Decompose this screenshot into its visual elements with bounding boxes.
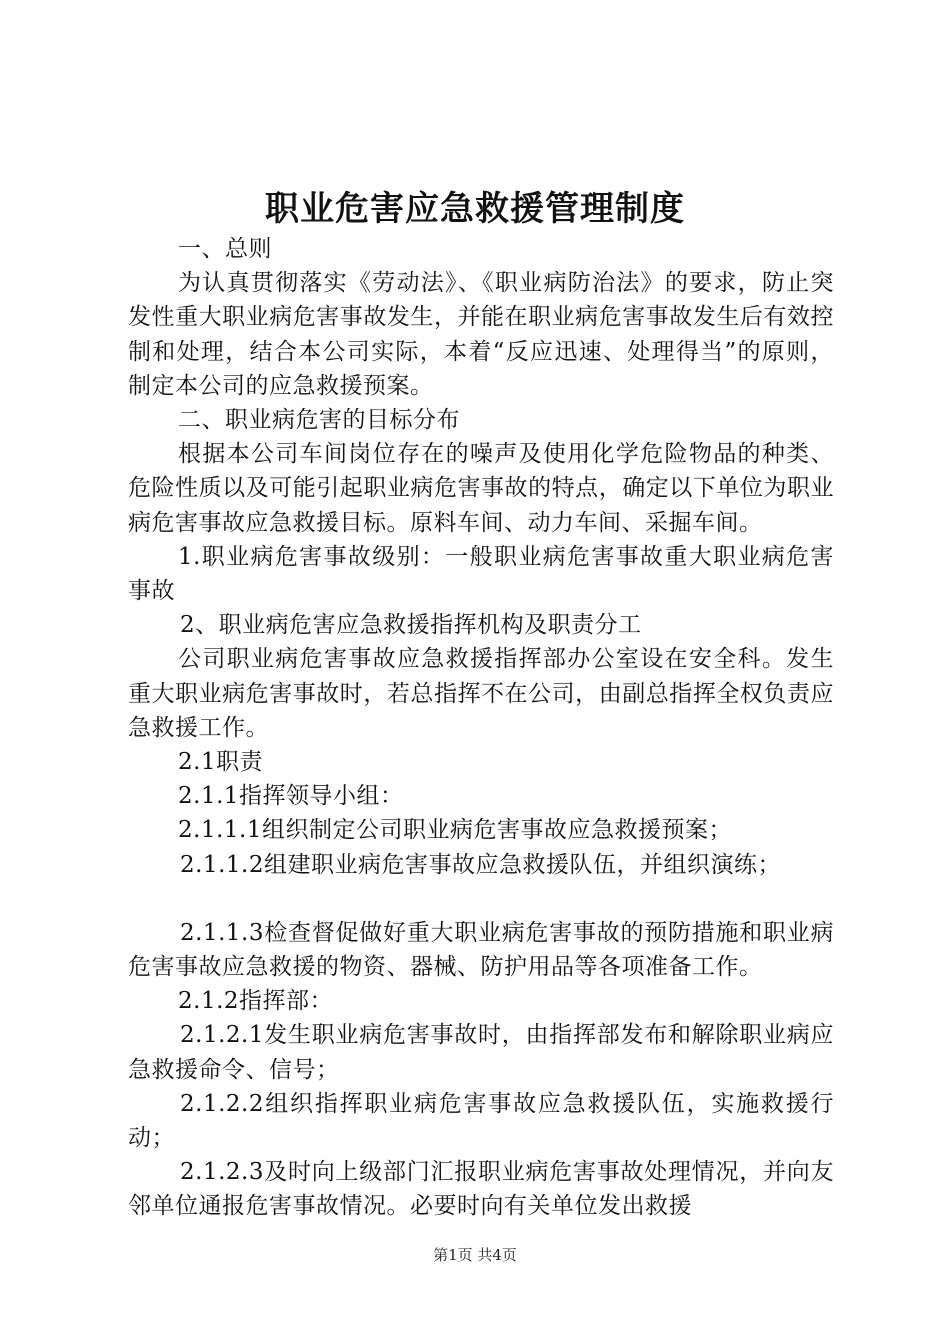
clause-2-1: 2.1职责 — [178, 749, 264, 776]
page-footer: 第1页 共4页 — [433, 1246, 517, 1264]
clause-2-1-1-1: 2.1.1.1组织制定公司职业病危害事故应急救援预案； — [178, 817, 732, 844]
paragraph-general-purpose: 为认真贯彻落实《劳动法》、《职业病防治法》的要求，防止突发性重大职业病危害事故发生，并能在职业病危害事故发生后有效控制和处理，结合本公司实际，本着“反应迅速、处理得当”的原则，制定本公司的应急救援预案。 — [128, 270, 834, 399]
section-heading-command-structure: 2、职业病危害应急救援指挥机构及职责分工 — [180, 612, 642, 639]
clause-2-1-2-2: 2.1.2.2组织指挥职业病危害事故应急救援队伍，实施救援行动； — [128, 1090, 834, 1152]
paragraph-accident-levels: 1.职业病危害事故级别：一般职业病危害事故重大职业病危害事故 — [128, 543, 834, 605]
clause-2-1-2-1: 2.1.2.1发生职业病危害事故时，由指挥部发布和解除职业病应急救援命令、信号； — [128, 1022, 834, 1083]
document-body — [128, 232, 834, 1224]
clause-2-1-1-3: 2.1.1.3检查督促做好重大职业病危害事故的预防措施和职业病危害事故应急救援的物资、器械、防护用品等各项准备工作。 — [128, 919, 834, 981]
clause-2-1-2-3: 2.1.2.3及时向上级部门汇报职业病危害事故处理情况，并向友邻单位通报危害事故情况。必要时向有关单位发出救援 — [128, 1159, 834, 1220]
paragraph-target-distribution: 根据本公司车间岗位存在的噪声及使用化学危险物品的种类、危险性质以及可能引起职业病危害事故的特点，确定以下单位为职业病危害事故应急救援目标。原料车间、动力车间、采掘车间。 — [128, 441, 834, 536]
clause-2-1-1-2: 2.1.1.2组建职业病危害事故应急救援队伍，并组织演练； — [180, 851, 781, 878]
clause-2-1-2: 2.1.2指挥部： — [178, 988, 334, 1015]
paragraph-command-office: 公司职业病危害事故应急救援指挥部办公室设在安全科。发生重大职业病危害事故时，若总指挥不在公司，由副总指挥全权负责应急救援工作。 — [128, 646, 834, 741]
section-heading-general: 一、总则 — [178, 236, 272, 262]
document-title: 职业危害应急救援管理制度 — [265, 189, 685, 229]
blank-line — [128, 882, 834, 916]
section-heading-target-distribution: 二、职业病危害的目标分布 — [178, 407, 460, 434]
clause-2-1-1: 2.1.1指挥领导小组： — [178, 783, 404, 810]
